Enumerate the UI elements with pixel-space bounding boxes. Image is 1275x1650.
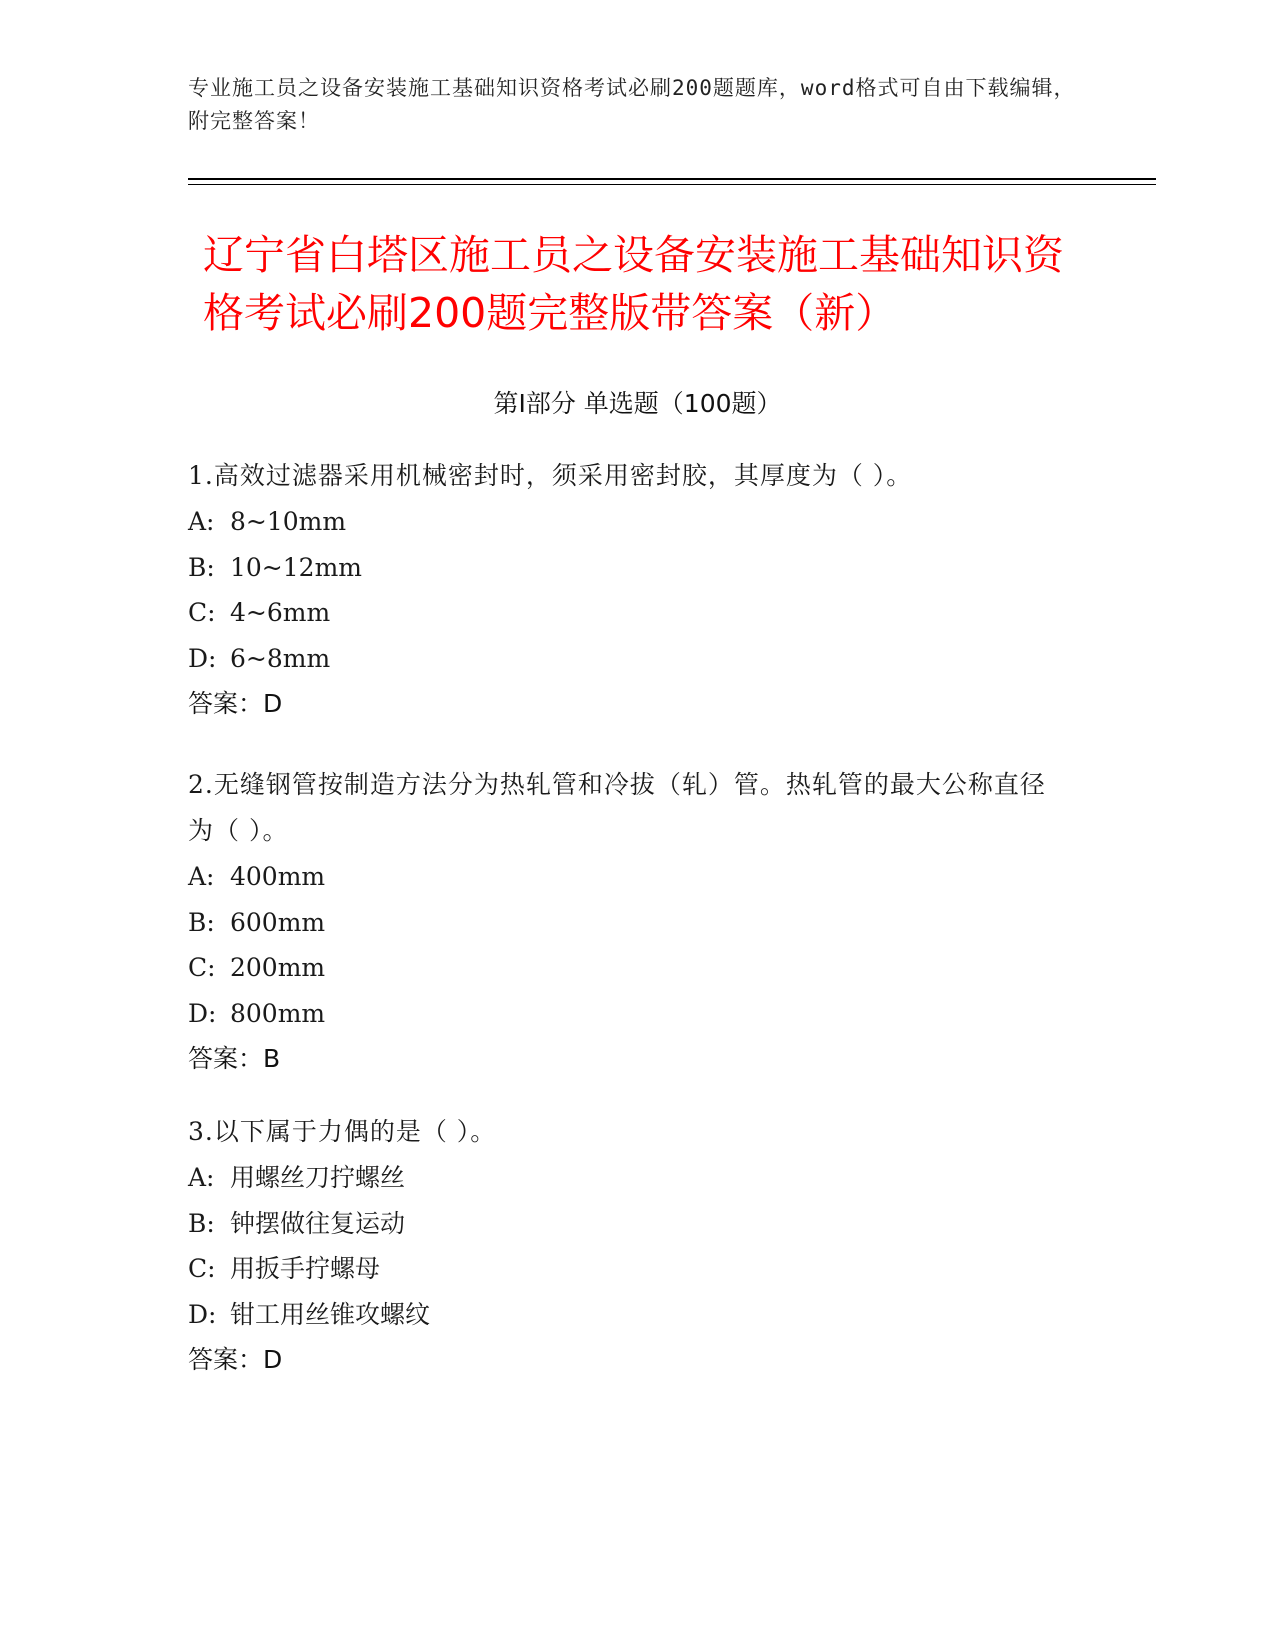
option-text: 8~10mm	[230, 507, 347, 536]
answer: 答案：D	[188, 1345, 283, 1374]
option-b	[188, 900, 1068, 946]
option-key: D:	[188, 1299, 217, 1329]
option-d	[188, 991, 1068, 1037]
option-c	[188, 590, 1068, 636]
question-stem: 2.无缝钢管按制造方法分为热轧管和冷拔（轧）管。热轧管的最大公称直径为（ ）。	[188, 770, 1046, 845]
question-1	[188, 453, 1068, 727]
option-d	[188, 636, 1068, 682]
question-3	[188, 1109, 1068, 1383]
option-text: 6~8mm	[230, 643, 331, 673]
option-key: B:	[188, 552, 215, 582]
option-text: 用螺丝刀拧螺丝	[230, 1163, 406, 1192]
option-key: A:	[188, 1163, 215, 1192]
option-c	[188, 1246, 1068, 1292]
option-key: D:	[188, 998, 217, 1028]
question-stem: 1.高效过滤器采用机械密封时，须采用密封胶，其厚度为（ ）。	[188, 461, 913, 490]
option-text: 600mm	[230, 907, 326, 937]
header-divider-thin	[188, 184, 1156, 185]
option-b	[188, 1201, 1068, 1247]
option-text: 200mm	[230, 953, 326, 982]
header-divider-thick	[188, 178, 1156, 180]
option-text: 400mm	[230, 862, 326, 891]
option-key: C:	[188, 1254, 216, 1283]
section-heading: 第Ⅰ部分 单选题（100题）	[493, 389, 782, 418]
option-a	[188, 854, 1068, 900]
answer: 答案：B	[188, 1044, 281, 1073]
document-title: 辽宁省白塔区施工员之设备安装施工基础知识资格考试必刷200题完整版带答案（新）	[203, 231, 1064, 337]
option-c	[188, 945, 1068, 991]
header-note: 专业施工员之设备安装施工基础知识资格考试必刷200题题库，word格式可自由下载编辑，附完整答案！	[188, 76, 1076, 133]
option-text: 钟摆做往复运动	[230, 1208, 406, 1238]
option-key: D:	[188, 643, 217, 673]
option-b	[188, 545, 1068, 591]
option-a	[188, 499, 1068, 545]
option-text: 10~12mm	[230, 552, 362, 582]
option-key: B:	[188, 1208, 215, 1238]
option-a	[188, 1155, 1068, 1201]
option-text: 4~6mm	[230, 598, 331, 627]
option-key: C:	[188, 953, 216, 982]
question-2	[188, 762, 1068, 1082]
option-text: 800mm	[230, 998, 326, 1028]
question-stem: 3.以下属于力偶的是（ ）。	[188, 1117, 497, 1146]
option-key: B:	[188, 907, 215, 937]
option-text: 用扳手拧螺母	[230, 1254, 381, 1283]
option-key: A:	[188, 862, 215, 891]
option-text: 钳工用丝锥攻螺纹	[230, 1299, 431, 1329]
option-key: A:	[188, 507, 215, 536]
option-key: C:	[188, 598, 216, 627]
answer: 答案：D	[188, 689, 283, 718]
option-d	[188, 1292, 1068, 1338]
